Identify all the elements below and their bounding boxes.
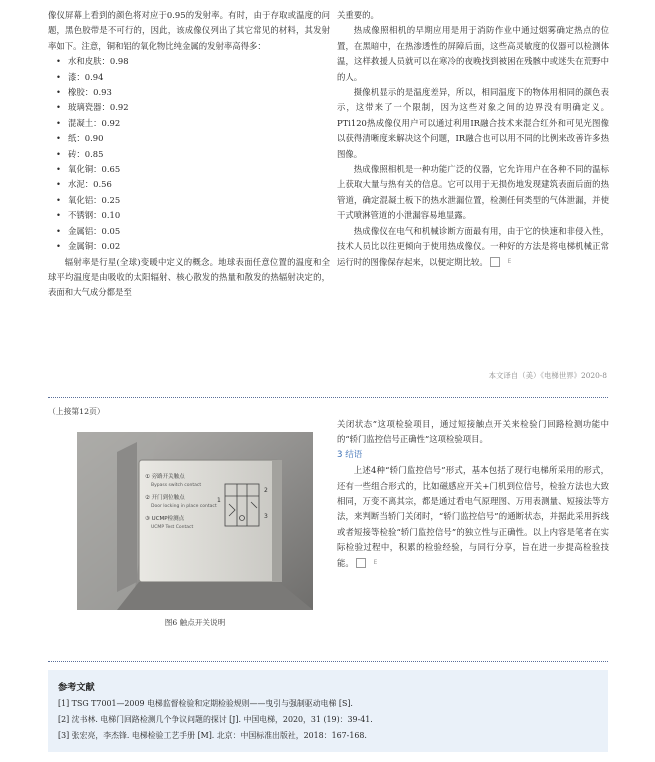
list-item: • 金属铜：0.02 [68, 239, 330, 254]
figure-label: ① 旁路开关触点 [145, 474, 185, 480]
article-right-column [337, 8, 609, 270]
figure-label: ③ UCMP检测点 [145, 516, 185, 522]
emissivity-list [48, 54, 330, 254]
list-item: • 水泥：0.56 [68, 177, 330, 192]
figure-number: 3 [264, 513, 268, 520]
figure-number: 1 [217, 497, 221, 504]
figure-label: Door locking in place contact [151, 504, 217, 509]
paragraph: 热成像照相机的早期应用是用于消防作业中通过烟雾确定热点的位置，在黑暗中，在热渗透性的屏障后面，这些高灵敏度的仪器可以检测体温，这样救援人员就可以在寒冷的夜晚找到被困在残骸中或迷失在荒野中的人。 [337, 25, 609, 82]
figure-caption: 图6 触点开关说明 [164, 618, 226, 627]
list-item: • 氧化铜：0.65 [68, 162, 330, 177]
contact-switch-photo [77, 432, 313, 610]
list-item: • 金属铝：0.05 [68, 224, 330, 239]
continued-label: （上接第12页） [48, 407, 105, 416]
paragraph: 关重要的。 [337, 10, 379, 20]
paragraph: 摄像机显示的是温度差异，所以，相同温度下的物体用相同的颜色表示，这带来了一个限制，因为这些对象之间的边界没有明确定义。PTi120热成像仪用户可以通过利用IR融合技术来混合红外和可见光图像以获得清晰度来解决这个问题，IR融合也可以用不同的比例来改善许多热图像。 [337, 87, 609, 159]
paragraph-last [337, 463, 609, 571]
list-item: • 砖：0.85 [68, 147, 330, 162]
list-item: • 水和皮肤：0.98 [68, 54, 330, 69]
outro-paragraph: 辐射率是行星(全球)变暖中定义的概念。地球表面任意位置的温度和全球平均温度是由吸收的太阳辐射、核心散发的热量和散发的热辐射决定的，表面和大气成分都是至 [48, 256, 330, 298]
article-left-column [48, 8, 330, 301]
reference-item: [3] 张宏亮，李杰锋. 电梯检验工艺手册 [M]. 北京：中国标准出版社，2018：167-168. [58, 731, 367, 740]
list-item: • 漆：0.94 [68, 70, 330, 85]
list-item: • 橡胶：0.93 [68, 85, 330, 100]
references-list [58, 696, 598, 744]
end-mark-icon: E [356, 558, 366, 568]
references-title: 参考文献 [58, 682, 95, 693]
section-divider [48, 661, 608, 662]
reference-item: [2] 沈书林. 电梯门回路检测几个争议问题的探讨 [J]. 中国电梯，2020，31 (19)：39-41. [58, 715, 373, 724]
list-item: • 混凝土：0.92 [68, 116, 330, 131]
paragraph: 热成像照相机是一种功能广泛的仪器，它允许用户在各种不同的温标上获取大量与热有关的信息。它可以用于无损伤地发现建筑表面后面的热管道，确定混凝土板下的热水泄漏位置，检测任何类型的气体泄漏，并使干式喷淋管道的小泄漏容易地显露。 [337, 164, 609, 221]
figure-number: 2 [264, 487, 268, 494]
list-item: • 氧化铝：0.25 [68, 193, 330, 208]
continued-right-column [337, 417, 609, 571]
paragraph-text: 热成像仪在电气和机械诊断方面最有用，由于它的快速和非侵入性，技术人员比以往更倾向于使用热成像仪。一种好的方法是将电梯机械正常运行时的图像保存起来，以便定期比较。 [337, 225, 609, 267]
section-title: 3 结语 [337, 449, 363, 460]
section-divider [48, 397, 608, 398]
paragraph: 关闭状态”这项检验项目，通过短接触点开关来检验门回路检测功能中的“轿门监控信号正确性”这项检验项目。 [337, 419, 609, 445]
figure-label: Bypass switch contact [151, 483, 202, 488]
article-credit: 本文译自（美）《电梯世界》2020-8 [488, 371, 607, 380]
figure-label: UCMP Test Contact [151, 525, 194, 530]
list-item: • 纸：0.90 [68, 131, 330, 146]
list-item: • 不锈钢：0.10 [68, 208, 330, 223]
end-mark-icon: E [490, 257, 500, 267]
paragraph-text: 上述4种“轿门监控信号”形式，基本包括了现行电梯所采用的形式，还有一些组合形式的，比如磁感应开关+门机到位信号，检验方法也大致相同，万变不离其宗，都是通过看电气原理图、万用表测量、短接法等方法，来判断当轿门关闭时，“轿门监控信号”的通断状态，并据此采用拆线或者短接等检验“轿门监控信号”的独立性与正确性。以上内容是笔者在实际检验过程中，积累的检验经验，与同行分享，旨在进一步提高检验技能。 [337, 465, 609, 568]
references-box [48, 670, 608, 752]
reference-item: [1] TSG T7001—2009 电梯监督检验和定期检验规则——曳引与强制驱动电梯 [S]. [58, 699, 353, 708]
list-item: • 玻璃瓷器：0.92 [68, 100, 330, 115]
figure-photo [77, 432, 313, 610]
paragraph-last [337, 224, 609, 270]
intro-paragraph: 像仪屏幕上看到的颜色将对应于0.95的发射率。有时，由于存取或温度的问题，黑色胶带是不可行的，因此，该成像仪列出了其它常见的材料，其发射率如下。注意，铜和铝的氧化物比纯金属的发射率高得多： [48, 10, 330, 51]
figure-label: ② 开门到位触点 [145, 495, 185, 501]
